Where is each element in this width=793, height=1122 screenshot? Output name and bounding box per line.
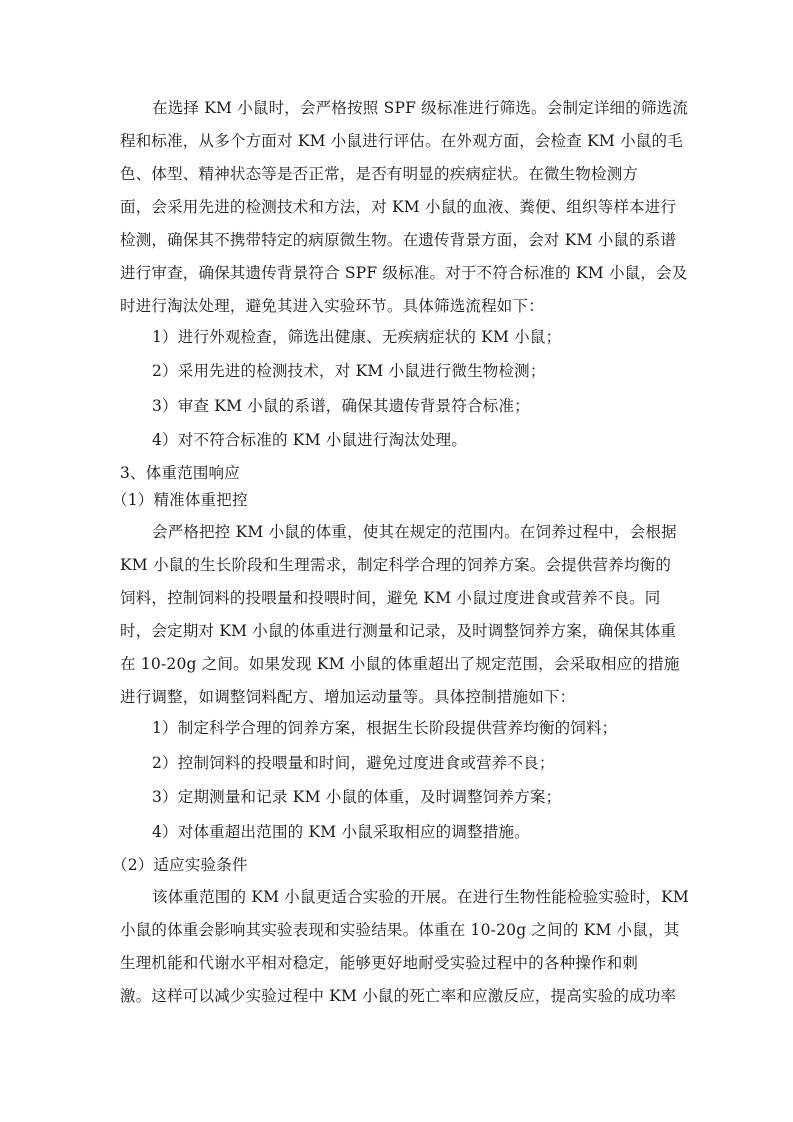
paragraph-line: 色、体型、精神状态等是否正常，是否有明显的疾病症状。在微生物检测方 bbox=[120, 165, 639, 183]
paragraph-line: 进行审查，确保其遗传背景符合 SPF 级标准。对于不符合标准的 KM 小鼠，会及 bbox=[120, 264, 688, 282]
paragraph-line: 小鼠的体重会影响其实验表现和实验结果。体重在 10-20g 之间的 KM 小鼠，其 bbox=[120, 921, 680, 939]
paragraph-line: 时进行淘汰处理，避免其进入实验环节。具体筛选流程如下： bbox=[120, 297, 544, 315]
list-item: 3）审查 KM 小鼠的系谱，确保其遗传背景符合标准； bbox=[152, 397, 530, 415]
paragraph-line: 检测，确保其不携带特定的病原微生物。在遗传背景方面，会对 KM 小鼠的系谱 bbox=[120, 231, 677, 249]
list-item: 4）对体重超出范围的 KM 小鼠采取相应的调整措施。 bbox=[152, 823, 530, 841]
paragraph-line: 生理机能和代谢水平相对稳定，能够更好地耐受实验过程中的各种操作和刺 bbox=[120, 954, 639, 972]
list-item: 3）定期测量和记录 KM 小鼠的体重，及时调整饲养方案； bbox=[152, 788, 562, 806]
list-item: 2）采用先进的检测技术，对 KM 小鼠进行微生物检测； bbox=[152, 362, 546, 380]
paragraph-line: 时，会定期对 KM 小鼠的体重进行测量和记录，及时调整饲养方案，确保其体重 bbox=[120, 622, 677, 640]
paragraph-line: 进行调整，如调整饲料配方、增加运动量等。具体控制措施如下： bbox=[120, 688, 576, 706]
paragraph-line: 在 10-20g 之间。如果发现 KM 小鼠的体重超出了规定范围，会采取相应的措施 bbox=[120, 655, 680, 673]
list-item: 1）制定科学合理的饲养方案，根据生长阶段提供营养均衡的饲料； bbox=[152, 719, 618, 737]
paragraph-line: 会严格把控 KM 小鼠的体重，使其在规定的范围内。在饲养过程中，会根据 bbox=[152, 523, 677, 541]
list-item: 1）进行外观检查，筛选出健康、无疾病症状的 KM 小鼠； bbox=[152, 328, 562, 346]
list-item: 2）控制饲料的投喂量和时间，避免过度进食或营养不良； bbox=[152, 754, 555, 772]
subsection-heading: （2）适应实验条件 bbox=[112, 856, 248, 874]
paragraph-line: 激。这样可以减少实验过程中 KM 小鼠的死亡率和应激反应，提高实验的成功率 bbox=[120, 987, 677, 1005]
paragraph-line: KM 小鼠的生长阶段和生理需求，制定科学合理的饲养方案。会提供营养均衡的 bbox=[120, 556, 672, 574]
list-item: 4）对不符合标准的 KM 小鼠进行淘汰处理。 bbox=[152, 431, 468, 449]
paragraph-line: 在选择 KM 小鼠时，会严格按照 SPF 级标准进行筛选。会制定详细的筛选流 bbox=[152, 99, 689, 117]
paragraph-line: 程和标准，从多个方面对 KM 小鼠进行评估。在外观方面，会检查 KM 小鼠的毛 bbox=[120, 132, 683, 150]
paragraph-line: 面，会采用先进的检测技术和方法，对 KM 小鼠的血液、粪便、组织等样本进行 bbox=[120, 198, 677, 216]
subsection-heading: （1）精准体重把控 bbox=[112, 491, 248, 509]
paragraph-line: 饲料，控制饲料的投喂量和投喂时间，避免 KM 小鼠过度进食或营养不良。同 bbox=[120, 589, 661, 607]
section-heading: 3、体重范围响应 bbox=[120, 464, 240, 482]
paragraph-line: 该体重范围的 KM 小鼠更适合实验的开展。在进行生物性能检验实验时，KM bbox=[152, 888, 689, 906]
